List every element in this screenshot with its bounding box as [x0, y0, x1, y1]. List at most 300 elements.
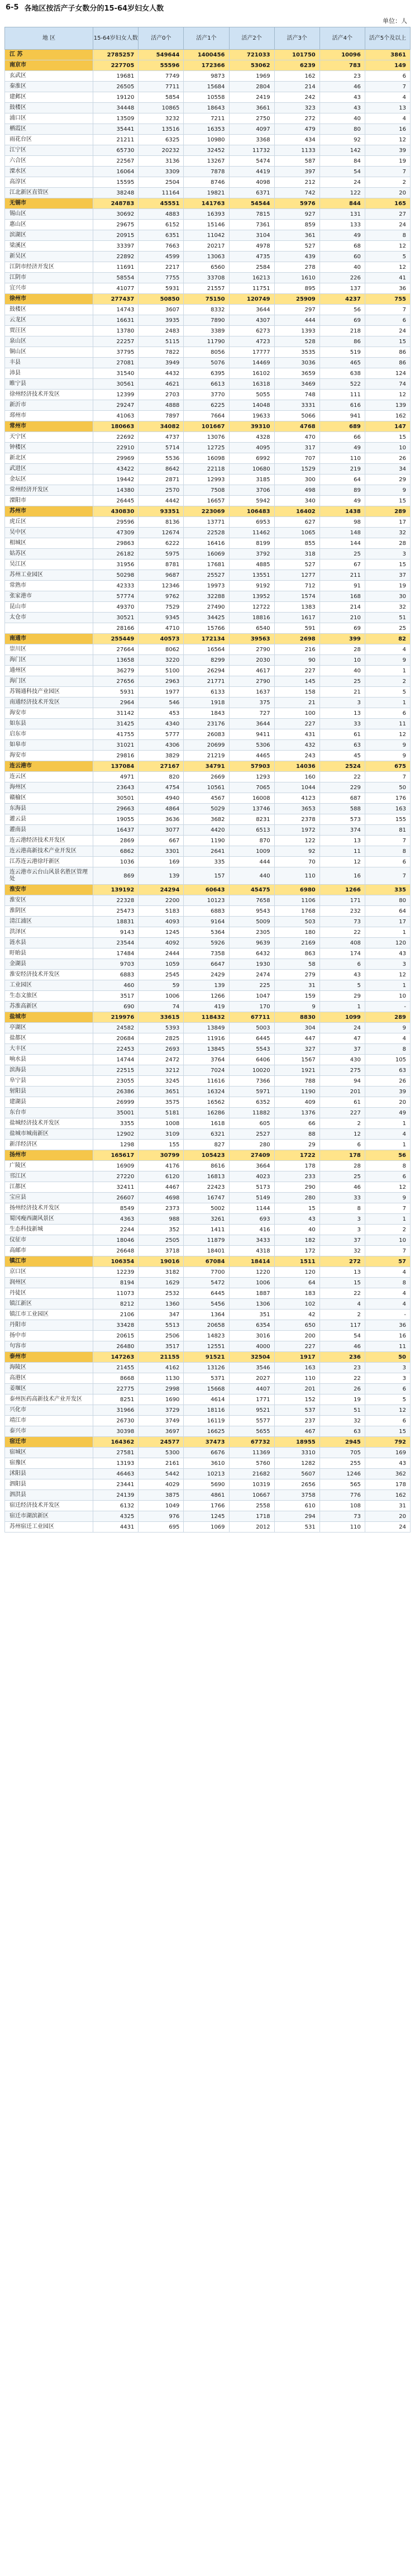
table-row: [5, 305, 411, 315]
value-cell: 1360: [139, 1299, 184, 1310]
value-cell: 8549: [93, 1203, 139, 1214]
value-cell: 18116: [184, 1405, 229, 1416]
value-cell: 5: [365, 252, 410, 262]
table-row: [5, 1511, 411, 1522]
value-cell: 3: [319, 698, 365, 708]
value-cell: 24: [365, 1522, 410, 1533]
value-cell: 8: [365, 1161, 410, 1171]
value-cell: 3607: [139, 305, 184, 315]
value-cell: 19: [319, 1394, 365, 1405]
value-cell: 63: [319, 1426, 365, 1437]
value-cell: 20: [365, 188, 410, 198]
area-cell: 工业园区: [5, 980, 93, 991]
value-cell: 23176: [184, 719, 229, 729]
value-cell: 13: [319, 1267, 365, 1278]
table-row: [5, 1002, 411, 1012]
value-cell: 616: [319, 400, 365, 411]
value-cell: 43: [319, 103, 365, 113]
value-cell: 160: [274, 772, 319, 782]
value-cell: 5055: [229, 390, 274, 400]
area-cell: 南京市: [5, 60, 93, 71]
value-cell: 522: [319, 379, 365, 390]
table-row: [5, 846, 411, 857]
value-cell: 15: [365, 432, 410, 443]
table-row: [5, 804, 411, 814]
value-cell: 4864: [139, 804, 184, 814]
value-cell: 16625: [184, 1426, 229, 1437]
value-cell: 152: [274, 1394, 319, 1405]
value-cell: 21682: [229, 1469, 274, 1479]
value-cell: 60: [319, 252, 365, 262]
value-cell: 22328: [93, 895, 139, 906]
value-cell: 28: [319, 1161, 365, 1171]
value-cell: 4885: [229, 559, 274, 570]
value-cell: 27: [365, 209, 410, 220]
value-cell: 2945: [319, 1437, 365, 1448]
value-cell: 7755: [139, 273, 184, 283]
value-cell: 1921: [274, 1065, 319, 1076]
value-cell: 31956: [93, 559, 139, 570]
value-cell: 1690: [139, 1394, 184, 1405]
table-row: [5, 1055, 411, 1065]
value-cell: 31: [365, 1501, 410, 1511]
value-cell: 148: [319, 528, 365, 538]
value-cell: 18955: [274, 1437, 319, 1448]
value-cell: 162: [365, 411, 410, 421]
table-row: [5, 1193, 411, 1203]
value-cell: 1718: [229, 1511, 274, 1522]
value-cell: 18046: [93, 1235, 139, 1246]
value-cell: 10096: [319, 50, 365, 60]
value-cell: 1065: [274, 528, 319, 538]
table-row: [5, 613, 411, 623]
value-cell: 588: [319, 804, 365, 814]
value-cell: 467: [274, 1426, 319, 1437]
value-cell: 29969: [93, 453, 139, 464]
value-cell: 444: [229, 857, 274, 867]
value-cell: 8616: [184, 1161, 229, 1171]
value-cell: 1133: [274, 145, 319, 156]
value-cell: 6883: [93, 970, 139, 980]
table-row: [5, 666, 411, 676]
value-cell: 1: [319, 1002, 365, 1012]
table-row: [5, 729, 411, 740]
table-row: [5, 411, 411, 421]
value-cell: 21455: [93, 1363, 139, 1373]
value-cell: 163: [365, 804, 410, 814]
table-title-text: 各地区按活产子女数分的15-64岁妇女人数: [24, 4, 164, 13]
value-cell: 19633: [229, 411, 274, 421]
area-cell: 雨花台区: [5, 135, 93, 145]
area-cell: 赣榆区: [5, 793, 93, 804]
value-cell: 3651: [139, 1087, 184, 1097]
value-cell: 26480: [93, 1341, 139, 1352]
value-cell: 4318: [229, 1246, 274, 1256]
table-row: [5, 751, 411, 761]
value-cell: 5976: [274, 198, 319, 209]
value-cell: 5577: [229, 1416, 274, 1426]
value-cell: 3355: [93, 1118, 139, 1129]
value-cell: 13063: [184, 252, 229, 262]
value-cell: 31425: [93, 719, 139, 729]
value-cell: 5926: [184, 938, 229, 948]
table-row: [5, 538, 411, 549]
value-cell: 13: [319, 836, 365, 846]
area-cell: 钟楼区: [5, 443, 93, 453]
value-cell: 6273: [229, 326, 274, 336]
value-cell: 23441: [93, 1479, 139, 1490]
area-cell: 金坛区: [5, 475, 93, 485]
area-cell: 金湖县: [5, 959, 93, 970]
value-cell: 57903: [229, 761, 274, 772]
value-cell: 1: [365, 666, 410, 676]
value-cell: 976: [139, 1511, 184, 1522]
value-cell: 41077: [93, 283, 139, 294]
table-row: [5, 379, 411, 390]
value-cell: 3935: [139, 315, 184, 326]
value-cell: 55596: [139, 60, 184, 71]
table-row: [5, 825, 411, 836]
value-cell: 6883: [184, 906, 229, 917]
value-cell: 16631: [93, 315, 139, 326]
value-cell: 9164: [184, 917, 229, 927]
city-total-row: [5, 506, 411, 517]
table-row: [5, 906, 411, 917]
area-cell: 六合区: [5, 156, 93, 167]
value-cell: 304: [274, 1023, 319, 1033]
value-cell: 4306: [139, 740, 184, 751]
value-cell: 14380: [93, 485, 139, 496]
value-cell: 16402: [274, 506, 319, 517]
value-cell: 277437: [93, 294, 139, 305]
table-row: [5, 71, 411, 82]
value-cell: 182: [274, 1235, 319, 1246]
table-row: [5, 82, 411, 92]
value-cell: 5076: [184, 358, 229, 368]
value-cell: 94: [319, 1076, 365, 1087]
value-cell: 2545: [139, 970, 184, 980]
value-cell: 7361: [229, 220, 274, 230]
table-row: [5, 1416, 411, 1426]
value-cell: 1393: [274, 326, 319, 336]
value-cell: 39: [365, 145, 410, 156]
table-row: [5, 1299, 411, 1310]
table-row: [5, 1469, 411, 1479]
value-cell: 10213: [184, 1469, 229, 1479]
value-cell: 317: [274, 443, 319, 453]
value-cell: 2750: [229, 113, 274, 124]
value-cell: 755: [365, 294, 410, 305]
value-cell: 5931: [139, 283, 184, 294]
value-cell: 19: [365, 156, 410, 167]
value-cell: 16098: [184, 453, 229, 464]
table-row: [5, 772, 411, 782]
value-cell: 12674: [139, 528, 184, 538]
table-row: [5, 1118, 411, 1129]
value-cell: 2584: [229, 262, 274, 273]
value-cell: 27220: [93, 1171, 139, 1182]
value-cell: 10: [365, 991, 410, 1002]
value-cell: 1099: [319, 1012, 365, 1023]
table-row: [5, 528, 411, 538]
value-cell: 20684: [93, 1033, 139, 1044]
value-cell: 6351: [139, 230, 184, 241]
value-cell: 2998: [139, 1384, 184, 1394]
table-row: [5, 644, 411, 655]
value-cell: 6152: [139, 220, 184, 230]
value-cell: 16286: [184, 1108, 229, 1118]
value-cell: 1: [365, 698, 410, 708]
value-cell: 13658: [93, 655, 139, 666]
value-cell: 2483: [139, 326, 184, 336]
area-cell: 清江浦区: [5, 917, 93, 927]
value-cell: 5371: [184, 1373, 229, 1384]
value-cell: 4723: [229, 336, 274, 347]
value-cell: 29: [274, 1140, 319, 1150]
value-cell: 416: [229, 1225, 274, 1235]
value-cell: 11369: [229, 1448, 274, 1458]
city-total-row: [5, 885, 411, 895]
value-cell: 1383: [274, 602, 319, 613]
area-cell: 天宁区: [5, 432, 93, 443]
value-cell: 16102: [229, 368, 274, 379]
value-cell: 3261: [184, 1214, 229, 1225]
value-cell: 687: [319, 793, 365, 804]
value-cell: 15: [365, 559, 410, 570]
value-cell: 23544: [93, 938, 139, 948]
value-cell: 9: [365, 751, 410, 761]
header-row: [5, 27, 411, 50]
area-cell: 如皋市: [5, 740, 93, 751]
value-cell: 13076: [184, 432, 229, 443]
value-cell: 31142: [93, 708, 139, 719]
value-cell: 2703: [139, 390, 184, 400]
value-cell: 105423: [184, 1150, 229, 1161]
value-cell: 32288: [184, 591, 229, 602]
value-cell: 43: [319, 970, 365, 980]
value-cell: 66: [274, 1118, 319, 1129]
area-cell: 镇江市: [5, 1256, 93, 1267]
value-cell: 33708: [184, 273, 229, 283]
value-cell: 63: [365, 1065, 410, 1076]
value-cell: 110: [274, 1373, 319, 1384]
area-cell: 常州市: [5, 421, 93, 432]
value-cell: 362: [365, 1469, 410, 1479]
value-cell: 5393: [139, 1023, 184, 1033]
value-cell: 397: [274, 167, 319, 177]
area-cell: 新北区: [5, 453, 93, 464]
value-cell: 139: [139, 867, 184, 885]
value-cell: 10: [365, 1235, 410, 1246]
value-cell: 5543: [229, 1044, 274, 1055]
value-cell: 272: [319, 1256, 365, 1267]
value-cell: 5536: [139, 453, 184, 464]
value-cell: 1610: [274, 273, 319, 283]
area-cell: 相城区: [5, 538, 93, 549]
area-cell: 靖江市: [5, 1416, 93, 1426]
area-cell: 仪征市: [5, 1235, 93, 1246]
value-cell: 29247: [93, 400, 139, 411]
value-cell: 2472: [139, 1055, 184, 1065]
value-cell: 41063: [93, 411, 139, 421]
value-cell: 164362: [93, 1437, 139, 1448]
value-cell: 10: [319, 655, 365, 666]
value-cell: 25: [319, 1171, 365, 1182]
value-cell: 49: [319, 443, 365, 453]
value-cell: 22775: [93, 1384, 139, 1394]
value-cell: 1: [365, 980, 410, 991]
table-row: [5, 708, 411, 719]
value-cell: 214: [274, 82, 319, 92]
area-cell: 沭阳县: [5, 1469, 93, 1479]
value-cell: 101750: [274, 50, 319, 60]
table-row: [5, 559, 411, 570]
value-cell: 8056: [184, 347, 229, 358]
value-cell: 15: [365, 336, 410, 347]
area-cell: 滨湖区: [5, 230, 93, 241]
value-cell: 2: [319, 1118, 365, 1129]
area-cell: 泰兴市: [5, 1426, 93, 1437]
value-cell: 1768: [274, 906, 319, 917]
value-cell: 5472: [184, 1278, 229, 1288]
value-cell: 16437: [93, 825, 139, 836]
value-cell: 16353: [184, 124, 229, 135]
area-cell: 邗江区: [5, 1171, 93, 1182]
value-cell: 70: [274, 857, 319, 867]
value-cell: 5975: [139, 549, 184, 559]
value-cell: 26386: [93, 1087, 139, 1097]
value-cell: 399: [319, 634, 365, 644]
value-cell: 24: [319, 177, 365, 188]
area-cell: 泰州市: [5, 1352, 93, 1363]
value-cell: 4000: [229, 1341, 274, 1352]
value-cell: 14743: [93, 305, 139, 315]
value-cell: 155: [139, 1140, 184, 1150]
value-cell: 374: [319, 825, 365, 836]
value-cell: 22: [319, 1373, 365, 1384]
value-cell: 159: [274, 991, 319, 1002]
area-cell: 虎丘区: [5, 517, 93, 528]
value-cell: 20658: [184, 1320, 229, 1331]
value-cell: 8: [365, 846, 410, 857]
value-cell: 26: [365, 1076, 410, 1087]
value-cell: 18831: [93, 917, 139, 927]
table-row: [5, 475, 411, 485]
value-cell: 111: [319, 390, 365, 400]
value-cell: 7658: [229, 895, 274, 906]
area-cell: 昆山市: [5, 602, 93, 613]
value-cell: 41: [365, 273, 410, 283]
area-cell: 启东市: [5, 729, 93, 740]
value-cell: 430830: [93, 506, 139, 517]
value-cell: 64: [274, 1278, 319, 1288]
value-cell: 4754: [139, 782, 184, 793]
value-cell: 6352: [229, 1097, 274, 1108]
value-cell: 1144: [229, 1203, 274, 1214]
value-cell: 300: [274, 475, 319, 485]
value-cell: 8136: [139, 517, 184, 528]
value-cell: 23055: [93, 1076, 139, 1087]
value-cell: 6980: [274, 885, 319, 895]
value-cell: 2785257: [93, 50, 139, 60]
value-cell: 20615: [93, 1331, 139, 1341]
value-cell: 3706: [229, 485, 274, 496]
city-total-row: [5, 1352, 411, 1363]
value-cell: 90: [274, 655, 319, 666]
value-cell: 30561: [93, 379, 139, 390]
value-cell: 1567: [274, 1055, 319, 1065]
value-cell: 32: [365, 528, 410, 538]
value-cell: 1190: [184, 836, 229, 846]
value-cell: 183: [274, 1288, 319, 1299]
value-cell: 527: [274, 559, 319, 570]
value-cell: 7358: [184, 948, 229, 959]
table-row: [5, 1140, 411, 1150]
value-cell: 12: [365, 970, 410, 980]
value-cell: 7366: [229, 1076, 274, 1087]
value-cell: 26648: [93, 1246, 139, 1256]
table-row: [5, 145, 411, 156]
table-row: [5, 400, 411, 411]
value-cell: 988: [139, 1214, 184, 1225]
value-cell: 12993: [184, 475, 229, 485]
value-cell: 9873: [184, 71, 229, 82]
value-cell: 347: [139, 1310, 184, 1320]
value-cell: 165617: [93, 1150, 139, 1161]
value-cell: 248783: [93, 198, 139, 209]
table-row: [5, 917, 411, 927]
area-cell: 滨海县: [5, 1065, 93, 1076]
value-cell: 2669: [184, 772, 229, 782]
value-cell: 6862: [93, 846, 139, 857]
value-cell: 21211: [93, 135, 139, 145]
value-cell: 5300: [139, 1448, 184, 1458]
area-cell: 射阳县: [5, 1087, 93, 1097]
value-cell: 3389: [184, 326, 229, 336]
value-cell: 110: [319, 453, 365, 464]
value-cell: 863: [274, 948, 319, 959]
value-cell: 2217: [139, 262, 184, 273]
value-cell: 9639: [229, 938, 274, 948]
value-cell: 25: [319, 549, 365, 559]
value-cell: 32452: [184, 145, 229, 156]
area-cell: 淮安经济技术开发区: [5, 970, 93, 980]
value-cell: 43422: [93, 464, 139, 475]
value-cell: 5690: [184, 1479, 229, 1490]
value-cell: 5456: [184, 1299, 229, 1310]
table-row: [5, 496, 411, 506]
value-cell: 591: [274, 623, 319, 634]
value-cell: 9703: [93, 959, 139, 970]
col-header: 活产3个: [274, 27, 319, 50]
value-cell: 434: [274, 135, 319, 145]
value-cell: 1: [365, 927, 410, 938]
value-cell: 17681: [184, 559, 229, 570]
area-cell: 江苏连云港徐圩新区: [5, 857, 93, 867]
value-cell: 327: [274, 1044, 319, 1055]
value-cell: 6: [365, 1416, 410, 1426]
area-cell: 淮安区: [5, 895, 93, 906]
value-cell: 65730: [93, 145, 139, 156]
value-cell: 7: [365, 867, 410, 885]
table-row: [5, 1278, 411, 1288]
value-cell: 11462: [229, 528, 274, 538]
value-cell: 5971: [229, 1087, 274, 1097]
value-cell: 13: [365, 103, 410, 113]
value-cell: 7508: [184, 485, 229, 496]
value-cell: 92: [274, 846, 319, 857]
value-cell: 86: [365, 347, 410, 358]
